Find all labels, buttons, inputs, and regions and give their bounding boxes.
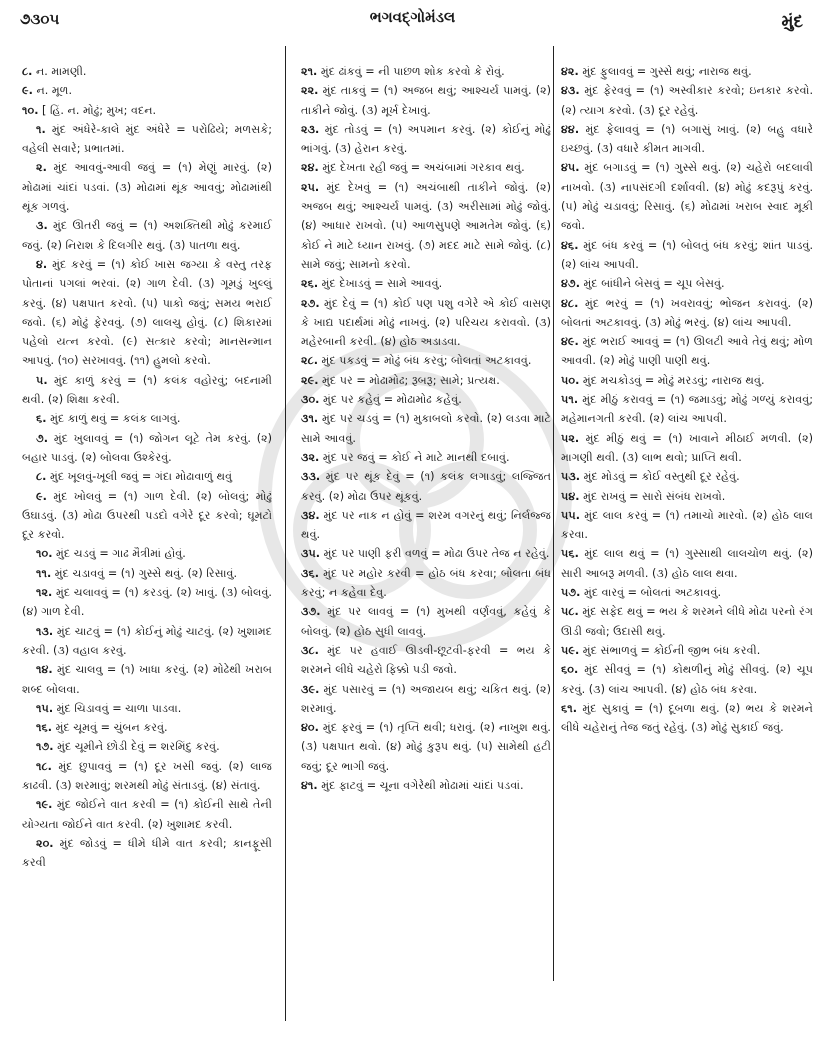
guide-word: મુંદ xyxy=(781,12,803,32)
dictionary-entry xyxy=(22,371,272,410)
dictionary-entry xyxy=(301,718,551,776)
entry-number: ૬૧. xyxy=(561,701,577,715)
entry-number: ૨૦. xyxy=(36,836,54,850)
dictionary-entry xyxy=(561,274,813,293)
entry-number: ૨૫. xyxy=(301,180,320,194)
entry-number: ૨૯. xyxy=(301,373,319,387)
dictionary-entry xyxy=(22,583,272,622)
entry-text: ન. મૂળ. xyxy=(36,84,73,98)
dictionary-entry xyxy=(22,757,272,796)
entry-text: મુંદ તાકવું = (૧) અજબ થવું; આશ્ચર્ય પામવું. (૨) તાકીને જોવું. (૩) મૂર્ખ દેખાવું. xyxy=(301,84,551,117)
entry-text: મુંદ ખુલાવવું = (૧) જોગન લૂટે તેમ કરવું. (૨) બહાર પાડવું. (૨) બોલવા ઉશ્કેરવું. xyxy=(22,431,272,464)
entry-number: ૩૪. xyxy=(301,508,320,522)
entry-text: મુંદ પર થૂંક દેવું = (૧) કલંક લગાડવું; લજ્જિત કરવું. (૨) મોઢા ઉપર થૂંકવું. xyxy=(301,470,551,503)
entry-text: મુંદ કાળું થવું = કલંક લાગવું. xyxy=(50,412,181,426)
entry-text: મુંદ સીવવું = (૧) કોથળીનું મોઢું સીવવું. (૨) ચૂપ કરવું. (૩) લાંચ આપવી. (૪) હોઠ બંધ કરવા. xyxy=(561,663,813,696)
entry-number: ૩૮. xyxy=(301,643,319,657)
dictionary-entry xyxy=(561,390,813,429)
entry-text: મુંદ કાળું કરવું = (૧) કલંક વહોરવું; બદનામી થવી. (૨) શિક્ષા કરવી. xyxy=(22,373,272,407)
entry-text: મુંદ રાખવું = સારો સંબંધ રાખવો. xyxy=(583,489,726,503)
entry-text: મુંદ ફેરવવું = (૧) અસ્વીકાર કરવો; ઇનકાર કરવો. (૨) ત્યાગ કરવો. (૩) દૂર રહેવું. xyxy=(561,84,814,117)
entry-text: મુંદ દેખાડવું = સામે આવવું. xyxy=(321,277,443,291)
entry-number: ૧૦. xyxy=(22,103,39,117)
dictionary-entry xyxy=(22,120,272,159)
entry-text: મુંદ પર લાવવું = (૧) મુખથી વર્ણવવું, કહેવું કે બોલવું. (૨) હોઠ સુધી લાવવું. xyxy=(301,605,552,638)
dictionary-entry xyxy=(22,81,272,100)
entry-number: ૭. xyxy=(36,431,49,445)
dictionary-entry xyxy=(561,641,813,660)
entry-number: ૫. xyxy=(36,373,48,387)
dictionary-entry xyxy=(301,158,551,177)
entry-number: ૮. xyxy=(22,65,33,78)
dictionary-entry xyxy=(301,294,551,352)
entry-number: ૫૨. xyxy=(561,431,580,445)
entry-text: મુંદ ચૂમવું = ચુંબન કરવું. xyxy=(55,721,168,735)
dictionary-entry xyxy=(561,120,813,159)
entry-number: ૩૦. xyxy=(301,393,320,407)
entry-number: ૮. xyxy=(36,470,47,484)
dictionary-entry xyxy=(22,62,272,81)
entry-text: મુંદ ખૂલવું-ખૂલી જવું = ગંદા મોઢાવાળું થવું xyxy=(49,470,233,484)
dictionary-entry xyxy=(301,776,551,795)
entry-number: ૨૨. xyxy=(301,84,319,98)
entry-text: [ હિં. ન. મોઢું; મુખ; વદન. xyxy=(42,103,157,117)
column-right xyxy=(561,62,813,1032)
entry-number: ૯. xyxy=(36,489,47,503)
entry-text: મુંદ તોડવું = (૧) અપમાન કરવું. (૨) કોઈનું મોઢું ભાંગવું. (૩) હેરાન કરવું. xyxy=(301,122,551,156)
entry-text: મુંદ બગાડવું = (૧) ગુસ્સે થવું. (૨) ચહેરો બદલાવી નાખવો. (૩) નાપસંદગી દર્શાવવી. (૪) મોઢું કદરૂપું કરવું. (૫) મોઢું ચડાવવું; રિસાવું. (૬) મોઢામાં ખરાબ સ્વાદ મૂકી જવો. xyxy=(561,161,813,233)
dictionary-entry xyxy=(301,351,551,370)
dictionary-entry xyxy=(301,602,551,641)
entry-text: મુંદ સફેદ થવું = ભય કે શરમને લીધે મોઢા પરનો રંગ ઊડી જવો; ઉદાસી થવું. xyxy=(561,605,813,638)
entry-number: ૪૯. xyxy=(561,335,579,349)
entry-text: મુંદ જોઈને વાત કરવી = (૧) કોઈની સાથે તેની યોગ્યતા જોઈને વાત કરવી. (૨) ખુશામદ કરવી. xyxy=(22,798,272,831)
entry-text: મુંદ ચિડાવવું = ચાળા પાડવા. xyxy=(56,701,182,715)
dictionary-entry xyxy=(561,81,813,120)
entry-text: મુંદ ખોલવું = (૧) ગાળ દેવી. (૨) બોલવું; મોઢું ઉઘાડવું. (૩) મોઢા ઉપરથી પડદો વગેરે દૂર કરવો; ઘૂમટો દૂર કરવો. xyxy=(22,489,272,542)
entry-number: ૫૯. xyxy=(561,643,580,657)
entry-text: મુંદ ફરવું = (૧) તૃપ્તિ થવી; ધરાવું. (૨) નાખુશ થવું. (૩) પક્ષપાત થવો. (૪) મોઢું કુરૂપ થવું. (૫) સામેથી હટી જવું; દૂર ભાગી જવું. xyxy=(301,721,551,773)
entry-text: મુંદ ઢાંકવું = ની પાછળ શોક કરવો કે રોવું. xyxy=(320,65,505,78)
dictionary-entry xyxy=(301,62,551,81)
entry-text: મુંદ મચકોડવું = મોઢું મરડવું; નારાજ થવું. xyxy=(582,373,765,387)
entry-number: ૫૧. xyxy=(561,393,579,407)
entry-number: ૪૩. xyxy=(561,84,580,98)
entry-number: ૧૬. xyxy=(36,721,52,735)
entry-number: ૪૮. xyxy=(561,296,579,310)
entry-number: ૨૪. xyxy=(301,161,319,175)
entry-number: ૪૨. xyxy=(561,65,579,78)
entry-text: મુંદ દેખવું = (૧) અચંબાથી તાકીને જોવું. (૨) અજબ થવું; આશ્ચર્ય પામવું. (૩) અરીસામાં મોઢું જોવું. (૪) આધાર રાખવો. (૫) આળસુપણે આમતેમ જોવું. (૬) કોઈ ને માટે ધ્યાન રાખવું. (૭) મદદ માટે સામે જોવું. (૮) સામે જવું; સામનો કરવો. xyxy=(301,180,551,271)
dictionary-entry xyxy=(301,564,551,603)
dictionary-entry xyxy=(301,409,551,448)
dictionary-entry xyxy=(301,641,551,680)
entry-number: ૧૩. xyxy=(36,624,54,638)
entry-number: ૧૧. xyxy=(36,566,52,580)
entry-text: મુંદ ચાલવુ = (૧) ખાધા કરવું. (૨) મોઢેથી ખરાબ શબ્દ બોલવા. xyxy=(22,663,272,696)
dictionary-entry xyxy=(561,487,813,506)
entry-number: ૩. xyxy=(36,219,48,233)
entry-text: મુંદ ચલાવવું = (૧) કરડવું. (૨) ખાવું. (૩) બોલવું. (૪) ગાળ દેવી. xyxy=(22,586,272,619)
entry-number: ૪૬. xyxy=(561,238,579,252)
entry-text: મુંદ આવવું-આવી જવું = (૧) મેણું મારવું. (૨) મોઢામાં ચાંદાં પડવાં. (૩) મોઢામાં થૂંક આવવું; મોઢામાંથી થૂંક ગળવું. xyxy=(22,161,272,214)
entry-text: મુંદ ફાટવું = ચૂના વગેરેથી મોઢામાં ચાંદાં પડવાં. xyxy=(321,778,524,792)
dictionary-entry xyxy=(22,699,272,718)
dictionary-entry xyxy=(301,506,551,545)
dictionary-entry xyxy=(561,506,813,545)
entry-number: ૨૭. xyxy=(301,296,320,310)
entry-number: ૧૪. xyxy=(36,663,53,677)
dictionary-entry xyxy=(561,62,813,81)
entry-text: મુંદ દેવું = (૧) કોઈ પણ પશુ વગેરે એ કોઈ વાસણ કે ખાદ્ય પદાર્થમાં મોઢું નાખવું. (૨) પરિચય કરાવવો. (૩) મહેરબાની કરવી. (૪) હોઠ અડાડવા. xyxy=(301,296,552,349)
entry-text: મુંદ લાલ થવું = (૧) ગુસ્સાથી લાલચોળ થવું. (૨) સારી આબરૂ મળવી. (૩) હોઠ લાલ થવા. xyxy=(561,547,813,580)
entry-text: મુંદ પર હવાઈ ઊડવી-છૂટવી-ફરવી = ભય કે શરમને લીધે ચહેરો ફિક્કો પડી જવો. xyxy=(301,643,551,677)
entry-number: ૧૯. xyxy=(36,798,53,812)
entry-text: મુંદ ફુલાવવું = ગુસ્સે થવું; નારાજ થવું. xyxy=(582,65,752,78)
entry-number: ૨૧. xyxy=(301,65,318,78)
entry-number: ૧૮. xyxy=(36,759,52,773)
entry-number: ૩૬. xyxy=(301,566,319,580)
dictionary-entry xyxy=(561,602,813,641)
dictionary-entry xyxy=(301,274,551,293)
dictionary-entry xyxy=(561,332,813,371)
entry-text: મુંદ ચૂમીને છોડી દેવું = શરમિંદુ કરવું. xyxy=(57,740,220,754)
dictionary-entry xyxy=(561,294,813,333)
dictionary-entry xyxy=(561,158,813,235)
dictionary-entry xyxy=(22,795,272,834)
dictionary-entry xyxy=(22,255,272,371)
dictionary-entry xyxy=(301,390,551,409)
entry-number: ૩૫. xyxy=(301,547,321,561)
dictionary-entry xyxy=(22,564,272,583)
entry-text: મુંદ મોડવું = કોઈ વસ્તુથી દૂર રહેવું. xyxy=(583,470,740,484)
dictionary-entry xyxy=(22,834,272,873)
entry-number: ૫૮. xyxy=(561,605,579,619)
entry-text: મુંદ ચાટવું = (૧) કોઈનું મોઢું ચાટવું. (૨) ખુશામદ કરવી. (૩) વહાલ કરવું. xyxy=(22,624,272,657)
dictionary-entry xyxy=(301,448,551,467)
entry-number: ૩૩. xyxy=(301,470,321,484)
entry-text: મુંદ પર પાણી ફરી વળવું = મોઢા ઉપર તેજ ન રહેવું. xyxy=(323,547,550,561)
dictionary-entry xyxy=(22,718,272,737)
entry-text: મુંદ વારવું = બોલતાં અટકાવવું. xyxy=(583,586,722,600)
dictionary-entry xyxy=(301,371,551,390)
dictionary-entry xyxy=(22,158,272,216)
entry-text: મુંદ સંભાળવું = કોઈની જીભ બંધ કરવી. xyxy=(582,643,761,657)
entry-text: મુંદ દેખતા રહી જવું = અચંબામાં ગરકાવ થવું. xyxy=(322,161,525,175)
entry-text: મુંદ ભરાઈ આવવું = (૧) ઊલટી આવે તેવું થવું; મોળ આવવી. (૨) મોઢું પાણી પાણી થવું. xyxy=(561,335,813,368)
entry-text: મુંદ પર જવું = કોઈ ને માટે માનથી દબાવું. xyxy=(322,450,510,464)
entry-text: મુંદ મીઠું થવું = (૧) ખાવાને મીઠાઈ મળવી. (૨) માગણી થવી. (૩) લાભ થવો; પ્રાપ્તિ થવી. xyxy=(561,431,813,464)
entry-number: ૫૭. xyxy=(561,586,581,600)
dictionary-entry xyxy=(22,544,272,563)
dictionary-entry xyxy=(22,101,272,120)
entry-text: મુંદ ચડવું = ગાઢ મૈત્રીમાં હોવું. xyxy=(56,547,186,561)
entry-number: ૪૫. xyxy=(561,161,580,175)
entry-text: મુંદ ભરવું = (૧) ખવરાવવું; ભોજન કરાવવું. (૨) બોલતાં અટકાવવું. (૩) મોઢું ભરવું. (૪) લાંચ આપવી. xyxy=(561,296,813,329)
dictionary-entry xyxy=(561,236,813,275)
entry-number: ૨૩. xyxy=(301,122,320,136)
dictionary-entry xyxy=(561,467,813,486)
entry-text: મુંદ કરવું = (૧) કોઈ ખાસ જગ્યા કે વસ્તુ તરફ પોતાનાં પગલાં ભરવાં. (૨) ગાળ દેવી. (૩) ગૂમડું ખુલ્લું કરવું. (૪) પક્ષપાત કરવો. (૫) પાકો જવું; સમય ભરાઈ જવો. (૬) મોઢું ફેરવવું. (૭) લાલચુ હોવું. (૮) શિકારમાં પહેલો યત્ન કરવો. (૯) સત્કાર કરવો; માનસન્માન આપવું. (૧૦) સરખાવવું. (૧૧) હુમલો કરવો. xyxy=(22,257,272,368)
entry-text: મુંદ મીઠું કરાવવું = (૧) જમાડવું; મોઢું ગળ્યું કરાવવું; મહેમાનગતી કરવી. (૨) લાંચ આપવી. xyxy=(561,393,813,426)
dictionary-entry xyxy=(22,409,272,428)
entry-number: ૪૦. xyxy=(301,721,319,735)
entry-number: ૫૪. xyxy=(561,489,580,503)
entry-number: ૩૨. xyxy=(301,450,320,464)
entry-number: ૪૭. xyxy=(561,277,580,291)
entry-number: ૨૮. xyxy=(301,354,318,368)
entry-text: મુંદ પર નાક ન હોવું = શરમ વગરનું થવું; નિર્લજ્જ થવું. xyxy=(301,508,551,542)
dictionary-entry xyxy=(561,544,813,583)
entry-text: મુંદ ફેલાવવું = (૧) બગાસું ખાવું. (૨) બહુ વધારે ઇચ્છવું. (૩) વધારે કીમત માગવી. xyxy=(561,122,814,156)
entry-number: ૩૭. xyxy=(301,605,321,619)
entry-text: મુંદ બંધ કરવું = (૧) બોલતું બંધ કરવું; શાંત પાડવું. (૨) લાંચ આપવી. xyxy=(561,238,813,271)
page-number: ૭૩૦૫ xyxy=(20,10,60,28)
entry-number: ૧૭. xyxy=(36,740,54,754)
entry-number: ૧૫. xyxy=(36,701,54,715)
entry-text: મુંદ પર કહેવું = મોઢામોઢ કહેવું. xyxy=(323,393,462,407)
entry-text: મુંદ પર ચડવું = (૧) મુકાબલો કરવો. (૨) લડવા માટે સામે આવવું. xyxy=(301,412,551,445)
entry-number: ૩૯. xyxy=(301,682,320,696)
entry-number: ૫૩. xyxy=(561,470,581,484)
column-divider xyxy=(285,46,286,1021)
dictionary-entry xyxy=(22,622,272,661)
entry-text: મુંદ બાંધીને બેસવું = ચૂપ બેસવું. xyxy=(583,277,725,291)
entry-number: ૧૦. xyxy=(36,547,53,561)
dictionary-entry xyxy=(22,429,272,468)
entry-number: ૨૬. xyxy=(301,277,319,291)
dictionary-entry xyxy=(301,467,551,506)
entry-number: ૩૧. xyxy=(301,412,319,426)
dictionary-entry xyxy=(301,544,551,563)
entry-text: મુંદ પકડવું = મોઢું બંધ કરવું; બોલતાં અટકાવવું. xyxy=(321,354,532,368)
entry-number: ૫૦. xyxy=(561,373,580,387)
entry-text: મુંદ અંધેરે-કાલે મુંદ અંધેરે = પરોઢિયે; મળસકે; વહેલી સવારે; પ્રભાતમાં. xyxy=(22,122,272,156)
page-header xyxy=(0,0,825,40)
entry-number: ૫૫. xyxy=(561,508,580,522)
entry-number: ૯. xyxy=(22,84,33,98)
dictionary-columns xyxy=(18,62,813,1037)
dictionary-entry xyxy=(22,660,272,699)
column-left xyxy=(22,62,272,1032)
column-divider xyxy=(553,46,554,981)
dictionary-entry xyxy=(561,583,813,602)
dictionary-entry xyxy=(561,371,813,390)
entry-text: મુંદ ઊતરી જવું = (૧) અશક્તિથી મોઢું કરમાઈ જવું. (૨) નિરાશ કે દિલગીર થવું. (૩) પાતળા થવું. xyxy=(22,219,272,252)
dictionary-entry xyxy=(561,699,813,738)
entry-text: મુંદ જોડવું = ધીમે ધીમે વાત કરવી; કાનફૂસી કરવી xyxy=(22,836,272,870)
dictionary-entry xyxy=(561,429,813,468)
page-title: ભગવદ્ગોમંડલ xyxy=(369,8,456,26)
dictionary-entry xyxy=(22,467,272,486)
dictionary-entry xyxy=(301,178,551,274)
column-middle xyxy=(301,62,551,1032)
entry-number: ૬૦. xyxy=(561,663,579,677)
entry-text: મુંદ લાલ કરવું = (૧) તમાચો મારવો. (૨) હોઠ લાલ કરવા. xyxy=(561,508,813,542)
entry-text: મુંદ પર મહોર કરવી = હોઠ બંધ કરવા; બોલતા બંધ કરવું; ન કહેવા દેવુ. xyxy=(301,566,552,600)
entry-text: મુંદ પર = મોઢામોઢ; રૂબરૂ; સામે; પ્રત્યક્ષ. xyxy=(322,373,500,387)
entry-number: ૪૪. xyxy=(561,122,580,136)
entry-number: ૬. xyxy=(36,412,47,426)
entry-text: મુંદ સુકાવું = (૧) દૂબળા થવું. (૨) ભય કે શરમને લીધે ચહેરાનું તેજ જતું રહેવું. (૩) મોઢું સુકાઈ જવું. xyxy=(561,701,813,735)
dictionary-entry xyxy=(22,737,272,756)
entry-text: મુંદ છુપાવવું = (૧) દૂર ખસી જવું. (૨) લાજ કાઢવી. (૩) શરમાવું; શરમથી મોઢું સંતાડવું. (૪) સંતાવું. xyxy=(22,759,272,792)
entry-number: ૨. xyxy=(36,161,47,175)
dictionary-entry xyxy=(561,660,813,699)
entry-text: મુંદ પસારવું = (૧) અજાયબ થવું; ચકિત થવું. (૨) શરમાવું. xyxy=(301,682,551,715)
dictionary-entry xyxy=(301,120,551,159)
entry-text: મુંદ ચડાવવું = (૧) ગુસ્સે થવું. (૨) રિસાવું. xyxy=(54,566,237,580)
dictionary-entry xyxy=(22,216,272,255)
entry-text: ન. મામણી. xyxy=(35,65,87,78)
entry-number: ૪૧. xyxy=(301,778,318,792)
entry-number: ૪. xyxy=(36,257,48,271)
entry-number: ૧. xyxy=(36,122,46,136)
dictionary-entry xyxy=(301,81,551,120)
dictionary-entry xyxy=(22,487,272,545)
dictionary-entry xyxy=(301,680,551,719)
entry-number: ૫૬. xyxy=(561,547,579,561)
entry-number: ૧૨. xyxy=(36,586,53,600)
